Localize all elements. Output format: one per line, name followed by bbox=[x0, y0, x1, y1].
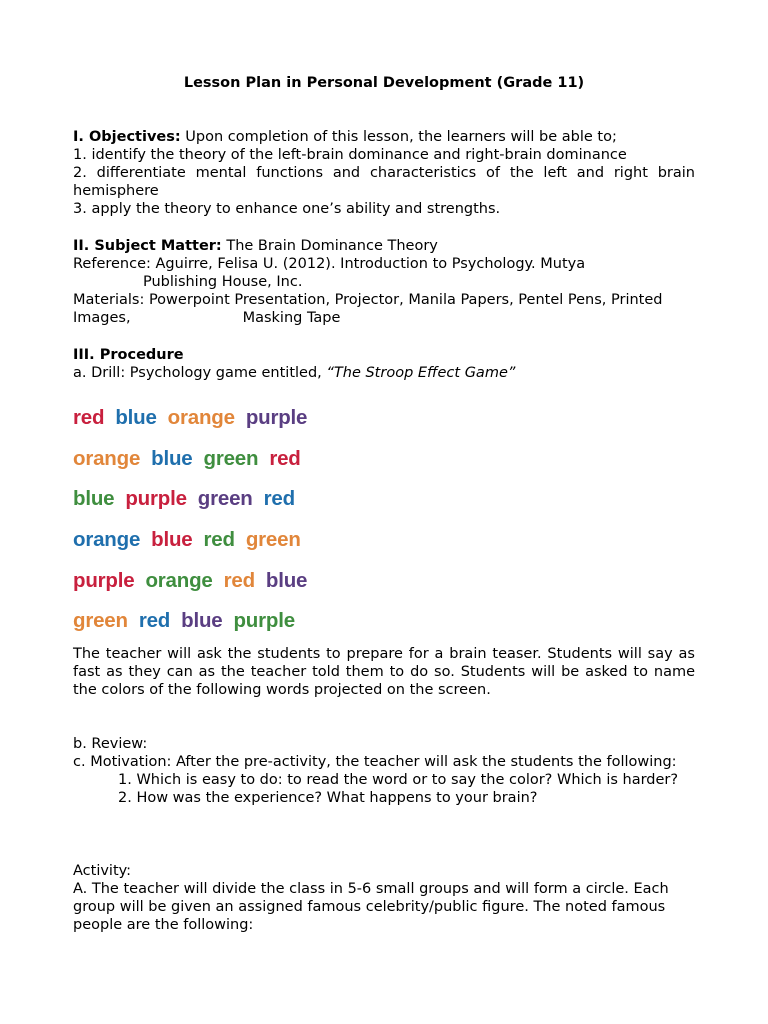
stroop-word: red bbox=[223, 568, 255, 592]
stroop-word: orange bbox=[73, 446, 141, 470]
motivation-question: 2. How was the experience? What happens to your brain? bbox=[118, 790, 538, 806]
procedure-heading: III. Procedure bbox=[73, 347, 184, 363]
reference-line-continued: Publishing House, Inc. bbox=[143, 274, 303, 290]
objective-item: 3. apply the theory to enhance one’s ability and strengths. bbox=[73, 201, 501, 217]
stroop-row bbox=[73, 439, 373, 480]
stroop-word: blue bbox=[151, 528, 193, 552]
review-motivation-section bbox=[73, 735, 695, 807]
review-line: b. Review: bbox=[73, 736, 148, 752]
stroop-word: green bbox=[197, 487, 253, 511]
activity-text: A. The teacher will divide the class in 5-6 small groups and will form a circle. Each group will be given an assigned famous celebrity/public figure. The noted famous people are the following: bbox=[73, 881, 669, 933]
stroop-word: blue bbox=[265, 568, 308, 592]
stroop-word: red bbox=[269, 446, 301, 470]
stroop-word: red bbox=[73, 406, 105, 430]
stroop-row bbox=[73, 479, 373, 520]
stroop-word: red bbox=[138, 609, 171, 633]
stroop-word: blue bbox=[181, 609, 223, 633]
subject-matter-topic: The Brain Dominance Theory bbox=[221, 238, 438, 254]
reference-line: Reference: Aguirre, Felisa U. (2012). Introduction to Psychology. Mutya bbox=[73, 256, 586, 272]
materials-tape: Masking Tape bbox=[242, 310, 341, 326]
stroop-row bbox=[73, 520, 373, 561]
drill-prefix: a. Drill: Psychology game entitled, bbox=[73, 365, 327, 381]
subject-matter-line bbox=[73, 237, 695, 255]
objectives-section bbox=[73, 128, 695, 218]
stroop-word: purple bbox=[233, 609, 295, 633]
stroop-word: blue bbox=[151, 446, 193, 470]
subject-matter-section bbox=[73, 237, 695, 327]
stroop-word: red bbox=[263, 487, 295, 511]
teacher-paragraph: The teacher will ask the students to prepare for a brain teaser. Students will say as fast as they can as the teacher told them to do so. Students will be asked to name the colors of the following words projected on the screen. bbox=[73, 646, 695, 698]
subject-matter-heading: II. Subject Matter: bbox=[73, 238, 222, 254]
stroop-word: blue bbox=[115, 406, 157, 430]
stroop-effect-image bbox=[73, 398, 373, 642]
stroop-word: red bbox=[203, 528, 235, 552]
stroop-word: blue bbox=[73, 487, 115, 511]
stroop-word: green bbox=[73, 609, 128, 633]
stroop-word: orange bbox=[73, 528, 141, 552]
objective-item: 2. differentiate mental functions and characteristics of the left and right brain hemisphere bbox=[73, 165, 695, 199]
stroop-row bbox=[73, 398, 373, 439]
stroop-word: green bbox=[245, 528, 301, 552]
stroop-word: green bbox=[203, 446, 259, 470]
activity-section bbox=[73, 862, 695, 934]
stroop-word: purple bbox=[245, 406, 308, 430]
procedure-section bbox=[73, 346, 695, 382]
drill-title: “The Stroop Effect Game” bbox=[326, 365, 516, 381]
stroop-word: orange bbox=[167, 406, 235, 430]
objective-item: 1. identify the theory of the left-brain dominance and right-brain dominance bbox=[73, 147, 627, 163]
motivation-line: c. Motivation: After the pre-activity, the teacher will ask the students the following: bbox=[73, 754, 677, 770]
stroop-row bbox=[73, 601, 373, 642]
stroop-word: purple bbox=[125, 487, 187, 511]
stroop-word: purple bbox=[73, 568, 135, 592]
objectives-intro bbox=[73, 128, 695, 146]
objectives-heading: I. Objectives: bbox=[73, 129, 181, 145]
objectives-intro-text: Upon completion of this lesson, the learners will be able to; bbox=[180, 129, 617, 145]
stroop-row bbox=[73, 560, 373, 601]
activity-label: Activity: bbox=[73, 863, 132, 879]
materials-line-continued bbox=[73, 309, 695, 327]
teacher-instructions bbox=[73, 645, 695, 699]
motivation-question: 1. Which is easy to do: to read the word or to say the color? Which is harder? bbox=[118, 772, 679, 788]
page-title: Lesson Plan in Personal Development (Grade 11) bbox=[183, 75, 585, 91]
stroop-word: orange bbox=[145, 568, 213, 592]
drill-line bbox=[73, 364, 695, 382]
materials-images: Images, bbox=[73, 310, 131, 326]
materials-line: Materials: Powerpoint Presentation, Projector, Manila Papers, Pentel Pens, Printed bbox=[73, 292, 663, 308]
